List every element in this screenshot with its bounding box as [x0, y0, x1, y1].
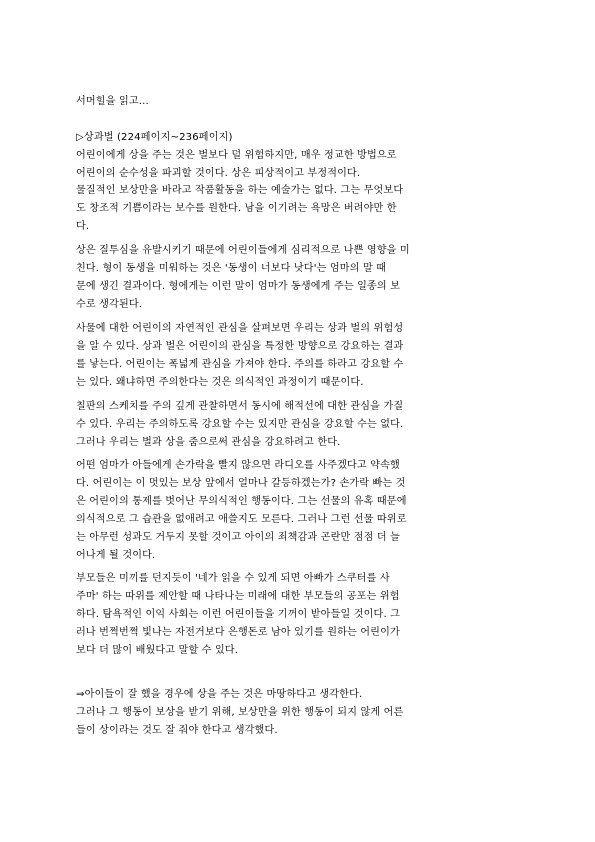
- body-line: 은 어린이의 통제를 벗어난 무의식적인 행동이다. 그는 선물의 유혹 때문에: [76, 496, 407, 507]
- body-line: 러나 번쩍번쩍 빛나는 자전거보다 은행돈로 남아 있기를 원하는 어린이가: [76, 627, 400, 638]
- body-line: 을 알 수 있다. 상과 벌은 어린이의 관심을 특정한 방향으로 강요하는 결과: [76, 341, 404, 352]
- conclusion-line: 들이 상이라는 것도 잘 줘야 한다고 생각했다.: [76, 725, 278, 736]
- body-line: 문에 생긴 결과이다. 형에게는 이런 말이 엄마가 동생에게 주는 일종의 보: [76, 281, 401, 292]
- conclusion-line: 그러나 그 행동이 보상을 받기 위해, 보상만을 위한 행동이 되지 않게 어른: [76, 707, 404, 718]
- body-line: 보다 더 많이 배웠다고 말할 수 있다.: [76, 645, 239, 656]
- body-line: 상은 질투심을 유발시키기 때문에 어린이들에게 심리적으로 나쁜 영향을 미: [76, 245, 410, 256]
- body-line: 수로 생각된다.: [76, 299, 143, 310]
- body-line: 수 있다. 우리는 주의하도록 강요할 수는 있지만 관심을 강요할 수는 없다.: [76, 419, 404, 430]
- body-line: 주마' 하는 따위를 제안할 때 나타나는 미래에 대한 부모들의 공포는 위험: [76, 591, 400, 602]
- body-line: 는 아무런 성과도 거두지 못할 것이고 아이의 죄책감과 곤란만 점점 더 늘: [76, 532, 401, 543]
- body-line: 를 낳는다. 어린이는 폭넓게 관심을 가져야 한다. 주의를 하라고 강요할 수: [76, 359, 404, 370]
- body-line: 어나게 될 것이다.: [76, 550, 156, 561]
- body-line: 다.: [76, 221, 90, 232]
- body-line: 어린이의 순수성을 파괴할 것이다. 상은 피상적이고 부정적이다.: [76, 168, 361, 179]
- body-line: 부모들은 미끼를 던지듯이 '네가 읽을 수 있게 되면 아빠가 스쿠터를 사: [76, 573, 390, 584]
- conclusion-line: ⇒아이들이 잘 했을 경우에 상을 주는 것은 마땅하다고 생각한다.: [76, 689, 363, 700]
- body-line: 친다. 형이 동생을 미워하는 것은 '동생이 너보다 낫다'는 엄마의 말 때: [76, 263, 387, 274]
- body-line: 는 있다. 왜냐하면 주의한다는 것은 의식적인 과정이기 때문이다.: [76, 377, 364, 388]
- section-heading: ▷상과벌 (224페이지~236페이지): [76, 132, 233, 143]
- body-line: 그러나 우리는 벌과 상을 줌으로써 관심을 강요하려고 한다.: [76, 437, 341, 448]
- body-line: 칠판의 스케치를 주의 깊게 관찰하면서 동시에 해적선에 대한 관심을 가질: [76, 401, 404, 412]
- body-line: 어린이에게 상을 주는 것은 벌보다 덜 위험하지만, 매우 정교한 방법으로: [76, 150, 397, 161]
- body-line: 물질적인 보상만을 바라고 작품활동을 하는 예술가는 없다. 그는 무엇보다: [76, 185, 404, 196]
- body-line: 어떤 엄마가 아들에게 손가락을 빨지 않으면 라디오를 사주겠다고 약속했: [76, 460, 400, 471]
- body-line: 다. 어린이는 이 멋있는 보상 앞에서 얼마나 갈등하겠는가? 손가락 빠는 것: [76, 478, 406, 489]
- body-line: 의식적으로 그 습관을 없애려고 애쓸지도 모른다. 그러나 그런 선물 따위로: [76, 514, 407, 525]
- body-line: 사물에 대한 어린이의 자연적인 관심을 살펴보면 우리는 상과 벌의 위험성: [76, 323, 404, 334]
- body-line: 도 창조적 기쁨이라는 보수를 원한다. 남을 이기려는 욕망은 버려야만 한: [76, 203, 397, 214]
- body-line: 하다. 탐욕적인 이익 사회는 이런 어린이들을 기꺼이 받아들일 것이다. 그: [76, 609, 401, 620]
- document-title: 서머힐을 읽고...: [76, 96, 149, 107]
